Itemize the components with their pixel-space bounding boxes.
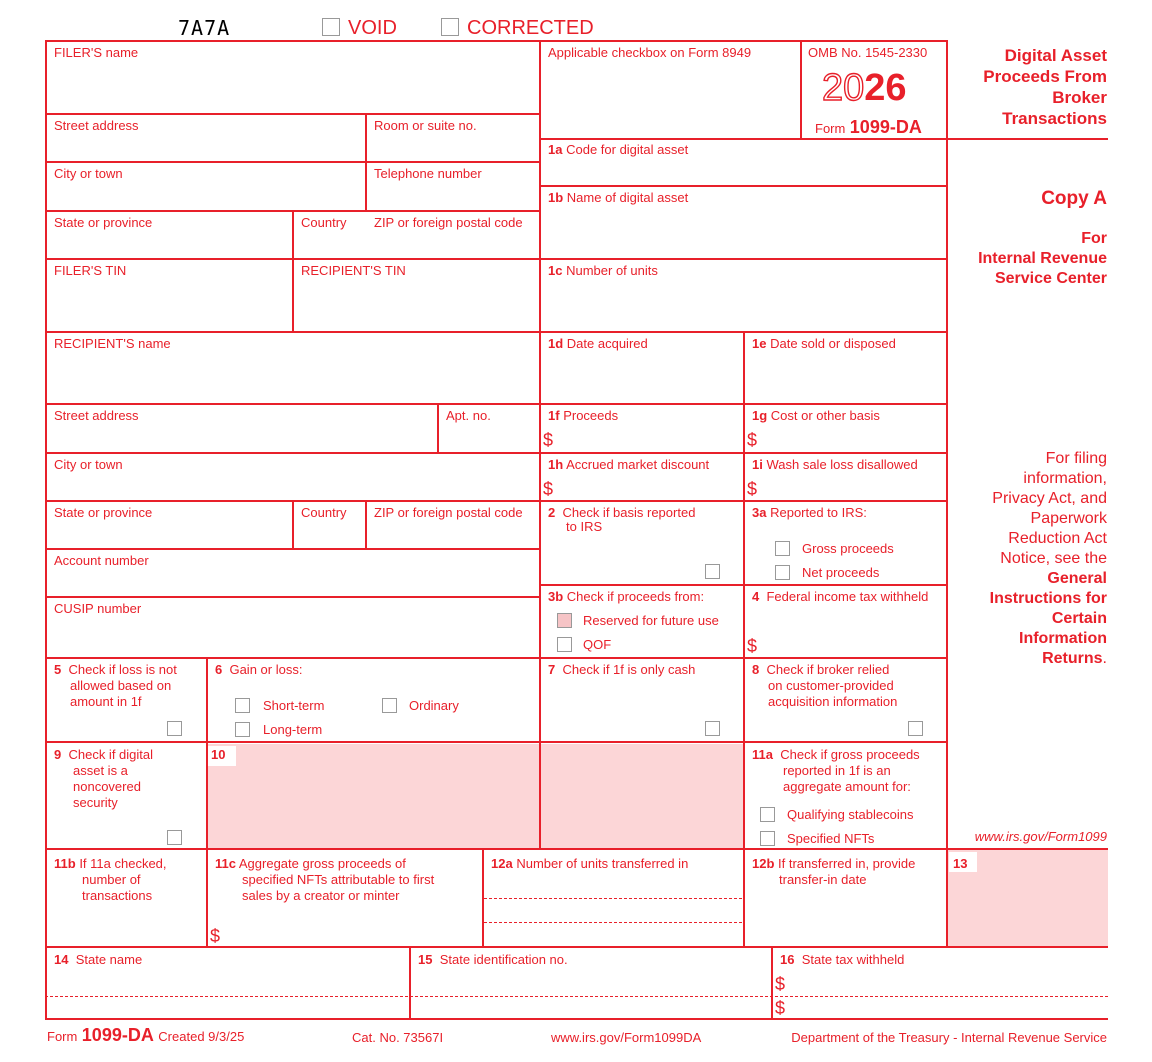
box-12a-field-line1[interactable] — [491, 878, 736, 896]
box-6-long-term-label: Long-term — [263, 722, 323, 737]
box-3a-label: 3a Reported to IRS: — [752, 505, 867, 520]
box-12b-field[interactable] — [752, 910, 937, 938]
box-10-shaded-area — [206, 744, 744, 848]
form-8949-checkbox-label: Applicable checkbox on Form 8949 — [548, 45, 752, 60]
box-11b-field[interactable] — [54, 915, 199, 939]
filer-tin-field[interactable] — [54, 290, 284, 320]
box-12a-label: 12a Number of units transferred in — [491, 856, 689, 871]
box-2-label-line2: to IRS — [566, 519, 603, 534]
tax-year-suffix: 26 — [864, 67, 907, 109]
box-12b-label: 12b If transferred in, provide — [752, 856, 916, 871]
box-1i-label: 1i Wash sale loss disallowed — [752, 457, 918, 472]
box-11a-nfts-label: Specified NFTs — [787, 831, 875, 846]
footer-url[interactable]: www.irs.gov/Form1099DA — [551, 1030, 702, 1045]
box-1b-label: 1b Name of digital asset — [548, 190, 689, 205]
box-6-long-term-checkbox[interactable] — [235, 722, 250, 737]
filer-state-label: State or province — [54, 215, 153, 230]
box-16-label: 16 State tax withheld — [780, 952, 905, 967]
omb-number: OMB No. 1545-2330 — [808, 45, 928, 60]
box-1c-field[interactable] — [548, 290, 938, 320]
box-6-label: 6 Gain or loss: — [215, 662, 303, 677]
recipient-country-label: Country — [301, 505, 347, 520]
box-14-label: 14 State name — [54, 952, 143, 967]
footer-created-date: Created 9/3/25 — [158, 1029, 245, 1044]
box-2-label: 2 Check if basis reported — [548, 505, 696, 520]
box-11a-label-line3: aggregate amount for: — [783, 779, 911, 794]
box-6-short-term-checkbox[interactable] — [235, 698, 250, 713]
recipient-state-label: State or province — [54, 505, 153, 520]
copy-a-label: Copy A — [1041, 188, 1107, 209]
recipient-zip-label: ZIP or foreign postal code — [374, 505, 523, 520]
box-16-dollar-line1: $ — [775, 974, 786, 994]
filer-country-field[interactable] — [301, 234, 361, 254]
box-9-checkbox[interactable] — [167, 830, 182, 845]
box-1d-field[interactable] — [548, 360, 733, 396]
filer-room-field[interactable] — [374, 137, 529, 157]
footer-department: Department of the Treasury - Internal Revenue Service — [791, 1030, 1107, 1045]
box-13-label: 13 — [953, 856, 968, 871]
box-12a-field-line2[interactable] — [491, 902, 736, 920]
footer-form-name: 1099-DA — [81, 1025, 154, 1045]
box-10-label: 10 — [211, 747, 226, 762]
box-11c-dollar: $ — [210, 926, 221, 946]
filer-phone-label: Telephone number — [374, 166, 482, 181]
box-14-field-line2[interactable] — [54, 998, 399, 1016]
recipient-tin-label: RECIPIENT'S TIN — [301, 263, 406, 278]
account-number-field[interactable] — [54, 572, 524, 592]
filing-info-notice: For filing information, Privacy Act, and Paperwork Reduction Act Notice, see the General Instructions for Certain Information Returns. — [989, 450, 1107, 667]
filer-street-field[interactable] — [54, 137, 354, 157]
filer-name-label: FILER'S name — [54, 45, 139, 60]
box-4-label: 4 Federal income tax withheld — [752, 589, 929, 604]
corrected-checkbox[interactable] — [441, 18, 459, 36]
box-11c-label-line3: sales by a creator or minter — [242, 888, 400, 903]
box-16-dollar-line2: $ — [775, 998, 786, 1018]
box-9-label-line3: noncovered — [73, 779, 141, 794]
box-1g-dollar: $ — [747, 430, 758, 450]
box-8-label-line3: acquisition information — [768, 694, 898, 709]
box-5-label-line2: allowed based on — [70, 678, 172, 693]
recipient-country-field[interactable] — [301, 524, 361, 544]
void-checkbox[interactable] — [322, 18, 340, 36]
box-4-dollar: $ — [747, 636, 758, 656]
box-11b-label: 11b If 11a checked, — [54, 856, 167, 871]
recipient-street-field[interactable] — [54, 428, 424, 448]
box-3a-net-proceeds-label: Net proceeds — [802, 565, 880, 580]
box-15-field-line2[interactable] — [418, 998, 763, 1016]
box-7-checkbox[interactable] — [705, 721, 720, 736]
filer-country-label: Country — [301, 215, 347, 230]
box-11c-label: 11c Aggregate gross proceeds of — [215, 856, 406, 871]
recipient-name-field[interactable] — [54, 360, 524, 396]
box-3b-qof-checkbox[interactable] — [557, 637, 572, 652]
box-1c-label: 1c Number of units — [548, 263, 658, 278]
box-11b-label-line3: transactions — [82, 888, 153, 903]
box-12b-label-line2: transfer-in date — [779, 872, 867, 887]
box-11c-label-line2: specified NFTs attributable to first — [242, 872, 435, 887]
box-1f-label: 1f Proceeds — [548, 408, 619, 423]
box-1a-label: 1a Code for digital asset — [548, 142, 689, 157]
filer-room-label: Room or suite no. — [374, 118, 477, 133]
box-11a-label-line2: reported in 1f is an — [783, 763, 891, 778]
box-11a-stablecoins-label: Qualifying stablecoins — [787, 807, 914, 822]
box-11a-nfts-checkbox[interactable] — [760, 831, 775, 846]
box-5-label-line3: amount in 1f — [70, 694, 142, 709]
filer-street-label: Street address — [54, 118, 139, 133]
recipient-city-field[interactable] — [54, 476, 524, 496]
form-8949-checkbox-field[interactable] — [548, 70, 788, 130]
box-1i-field[interactable] — [762, 479, 937, 499]
recipient-state-field[interactable] — [54, 524, 284, 544]
box-1e-field[interactable] — [752, 360, 937, 396]
box-9-label: 9 Check if digital — [54, 747, 154, 762]
box-3a-gross-proceeds-checkbox[interactable] — [775, 541, 790, 556]
box-1h-field[interactable] — [558, 479, 733, 499]
form-id-header-prefix: Form — [815, 121, 846, 136]
box-15-field-line1[interactable] — [418, 974, 763, 994]
cusip-number-field[interactable] — [54, 622, 524, 650]
void-label: VOID — [348, 17, 397, 39]
box-6-short-term-label: Short-term — [263, 698, 325, 713]
box-6-ordinary-checkbox[interactable] — [382, 698, 397, 713]
box-6-ordinary-label: Ordinary — [409, 698, 459, 713]
recipient-city-label: City or town — [54, 457, 123, 472]
form-id-header — [815, 117, 922, 138]
account-number-label: Account number — [54, 553, 149, 568]
box-5-checkbox[interactable] — [167, 721, 182, 736]
box-16-field-line1[interactable] — [790, 974, 1100, 994]
filer-state-field[interactable] — [54, 234, 284, 254]
box-11a-label: 11a Check if gross proceeds — [752, 747, 920, 762]
box-15-label: 15 State identification no. — [418, 952, 568, 967]
filer-phone-field[interactable] — [374, 185, 529, 205]
box-4-field[interactable] — [762, 636, 937, 656]
box-8-checkbox[interactable] — [908, 721, 923, 736]
box-5-label: 5 Check if loss is not — [54, 662, 177, 677]
recipient-name-label: RECIPIENT'S name — [54, 336, 171, 351]
box-11b-label-line2: number of — [82, 872, 141, 887]
footer-form-id — [47, 1025, 244, 1046]
box-1a-field[interactable] — [548, 162, 938, 182]
filer-city-label: City or town — [54, 166, 123, 181]
box-1g-label: 1g Cost or other basis — [752, 408, 880, 423]
box-8-label-line2: on customer-provided — [768, 678, 894, 693]
filer-zip-field[interactable] — [374, 234, 529, 254]
box-1d-label: 1d Date acquired — [548, 336, 648, 351]
box-3b-reserved-label: Reserved for future use — [583, 613, 719, 628]
box-2-checkbox[interactable] — [705, 564, 720, 579]
footer-form-prefix: Form — [47, 1029, 78, 1044]
box-1h-label: 1h Accrued market discount — [548, 457, 710, 472]
cusip-number-label: CUSIP number — [54, 601, 142, 616]
filer-zip-label: ZIP or foreign postal code — [374, 215, 523, 230]
box-14-field-line1[interactable] — [54, 974, 399, 994]
box-1g-field[interactable] — [762, 430, 937, 450]
box-1e-label: 1e Date sold or disposed — [752, 336, 896, 351]
box-3b-reserved-checkbox[interactable] — [557, 613, 572, 628]
side-form-url[interactable]: www.irs.gov/Form1099 — [974, 829, 1107, 844]
box-9-label-line2: asset is a — [73, 763, 128, 778]
box-1b-field[interactable] — [548, 215, 938, 251]
box-3b-qof-label: QOF — [583, 637, 612, 652]
tax-year-prefix: 20 — [822, 67, 865, 109]
box-1f-field[interactable] — [558, 430, 733, 450]
filer-tin-label: FILER'S TIN — [54, 263, 127, 278]
box-11c-field[interactable] — [225, 926, 475, 944]
box-1h-dollar: $ — [543, 479, 554, 499]
form-id-header-name: 1099-DA — [849, 117, 922, 137]
recipient-apt-field[interactable] — [446, 428, 531, 448]
recipient-apt-label: Apt. no. — [446, 408, 491, 423]
recipient-street-label: Street address — [54, 408, 139, 423]
box-3a-gross-proceeds-label: Gross proceeds — [802, 541, 894, 556]
recipient-zip-field[interactable] — [374, 524, 529, 544]
box-7-label: 7 Check if 1f is only cash — [548, 662, 696, 677]
box-1f-dollar: $ — [543, 430, 554, 450]
form-code: 7A7A — [178, 16, 231, 40]
box-16-field-line2[interactable] — [790, 998, 1100, 1016]
copy-for-label: For Internal Revenue Service Center — [978, 230, 1107, 287]
box-11a-stablecoins-checkbox[interactable] — [760, 807, 775, 822]
filer-name-field[interactable] — [54, 70, 524, 106]
box-1i-dollar: $ — [747, 479, 758, 499]
tax-year — [822, 66, 907, 110]
filer-city-field[interactable] — [54, 185, 354, 205]
box-9-label-line4: security — [73, 795, 118, 810]
footer-cat-number: Cat. No. 73567I — [352, 1030, 444, 1045]
box-8-label: 8 Check if broker relied — [752, 662, 890, 677]
box-12a-field-line3[interactable] — [491, 926, 736, 944]
side-title: Digital Asset Proceeds From Broker Transactions — [983, 46, 1107, 128]
box-3a-net-proceeds-checkbox[interactable] — [775, 565, 790, 580]
box-3b-label: 3b Check if proceeds from: — [548, 589, 705, 604]
recipient-tin-field[interactable] — [301, 290, 531, 320]
corrected-label: CORRECTED — [467, 17, 594, 39]
